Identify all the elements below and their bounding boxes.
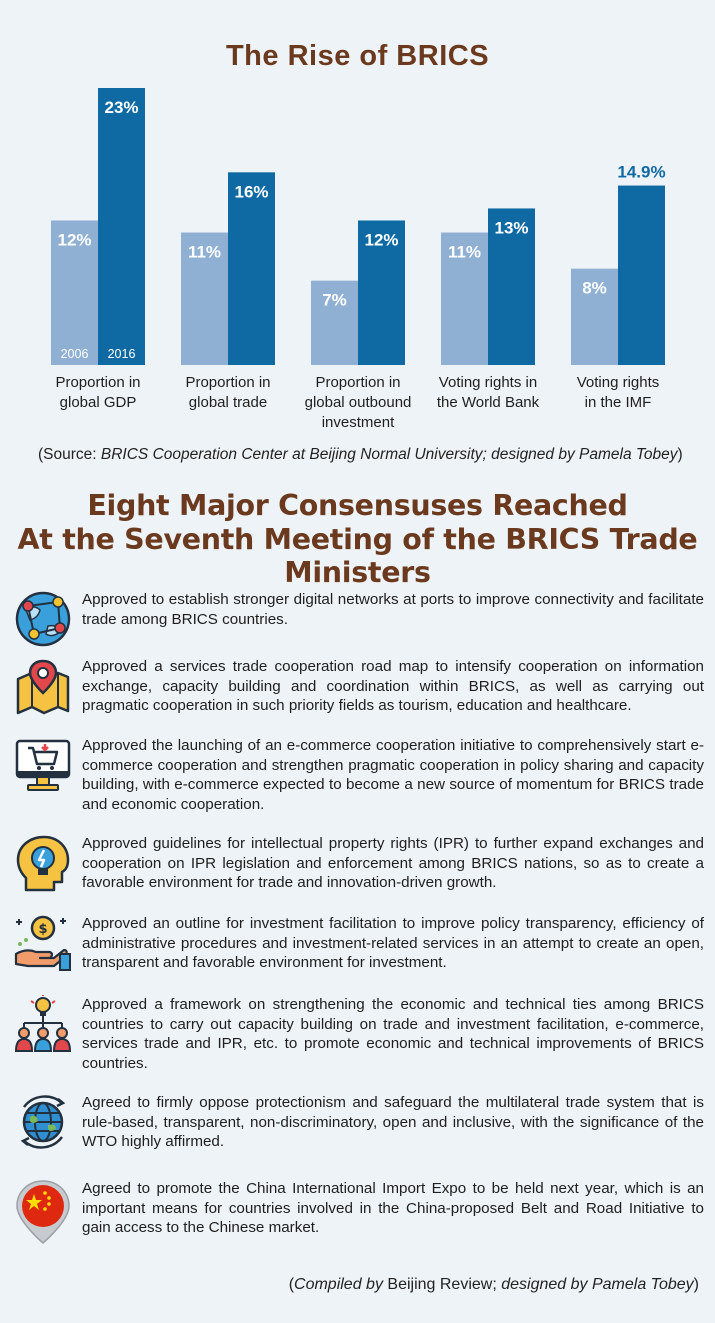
source-suffix: ) bbox=[677, 446, 683, 463]
source-text: BRICS Cooperation Center at Beijing Normal University; designed by Pamela Tobey bbox=[100, 446, 678, 463]
credit-close: ) bbox=[693, 1276, 699, 1293]
data-label-2016-4: 13% bbox=[494, 218, 529, 238]
category-label-1-1: Proportion in bbox=[55, 374, 141, 391]
map-pin-icon bbox=[14, 657, 72, 715]
category-label-3-3: investment bbox=[321, 414, 395, 431]
data-label-2016-2: 16% bbox=[234, 182, 269, 202]
category-label-3-1: Proportion in bbox=[315, 374, 401, 391]
globe-network-icon bbox=[14, 590, 72, 648]
legend-label-2016: 2016 bbox=[107, 347, 136, 361]
china-flag-pin-icon bbox=[14, 1179, 72, 1245]
consensus-text: Approved a services trade cooperation road map to intensify cooperation on information exchange, capacity building and coordination within BRICS, as well as carrying out pragmatic cooperation in such priority fields as tourism, education and healthcare. bbox=[82, 658, 704, 714]
credit-compiled-by: Compiled by bbox=[294, 1276, 383, 1293]
team-idea-icon bbox=[14, 995, 72, 1053]
consensus-text: Agreed to promote the China International Import Expo to be held next year, which is an important means for countries involved in the China-proposed Belt and Road Initiative to gain access to the Chinese market. bbox=[82, 1180, 704, 1236]
credit-designer: designed by Pamela Tobey bbox=[501, 1276, 694, 1293]
chart-title: The Rise of BRICS bbox=[225, 40, 490, 72]
category-label-2-1: Proportion in bbox=[185, 374, 271, 391]
source-prefix: (Source: bbox=[38, 446, 101, 463]
credit-open: ( bbox=[288, 1276, 295, 1293]
monitor-cart-icon bbox=[14, 736, 72, 794]
head-lightbulb-icon bbox=[14, 834, 72, 892]
consensus-text: Approved the launching of an e-commerce cooperation initiative to comprehensively start e-commerce cooperation and strengthen pragmatic cooperation in policy sharing and capacity building, with e-commerce expected to become a new source of momentum for BRICS trade and economic cooperation. bbox=[82, 737, 704, 813]
category-label-5-2: in the IMF bbox=[584, 394, 652, 411]
hand-coin-icon bbox=[14, 914, 72, 972]
category-label-2-2: global trade bbox=[188, 394, 268, 411]
section-title-line-2: At the Seventh Meeting of the BRICS Trade Ministers bbox=[17, 523, 698, 589]
consensus-text: Approved a framework on strengthening the economic and technical ties among BRICS countries to carry out capacity building on trade and investment facilitation, e-commerce, services trade and IPR, etc. to promote economic and technical improvements of BRICS countries. bbox=[82, 996, 704, 1072]
data-label-2006-3: 7% bbox=[322, 290, 347, 310]
bar-2016-1 bbox=[98, 88, 145, 365]
consensus-text: Agreed to firmly oppose protectionism and safeguard the multilateral trade system that is rule-based, transparent, non-discriminatory, open and inclusive, with the significance of the WTO highly affirmed. bbox=[82, 1094, 704, 1150]
credit-publisher: Beijing Review; bbox=[382, 1276, 502, 1293]
data-label-2016-5: 14.9% bbox=[617, 162, 666, 182]
category-label-5-1: Voting rights bbox=[576, 374, 660, 391]
consensus-text: Approved to establish stronger digital networks at ports to improve connectivity and facilitate trade among BRICS countries. bbox=[82, 591, 704, 628]
section-title-line-1: Eight Major Consensuses Reached bbox=[87, 489, 628, 522]
data-label-2006-1: 12% bbox=[57, 230, 92, 250]
data-label-2006-4: 11% bbox=[447, 242, 482, 262]
globe-arrows-icon bbox=[14, 1093, 72, 1151]
credit-line bbox=[289, 1276, 699, 1294]
data-label-2006-2: 11% bbox=[187, 242, 222, 262]
data-label-2006-5: 8% bbox=[582, 278, 607, 298]
category-label-4-1: Voting rights in bbox=[438, 374, 538, 391]
consensus-text: Approved guidelines for intellectual property rights (IPR) to further expand exchanges and cooperation on IPR legislation and enforcement among BRICS nations, so as to create a favorable environment for trade and innovation-driven growth. bbox=[82, 835, 704, 891]
chart-source bbox=[38, 446, 700, 464]
consensus-text: Approved an outline for investment facilitation to improve policy transparency, efficiency of administrative procedures and investment-related services in an attempt to create an open, transparent and favorable environment for investment. bbox=[82, 915, 704, 971]
bar-2016-5 bbox=[618, 186, 665, 365]
category-label-4-2: the World Bank bbox=[436, 394, 540, 411]
data-label-2016-1: 23% bbox=[104, 98, 139, 117]
data-label-2016-3: 12% bbox=[364, 230, 399, 250]
category-label-1-2: global GDP bbox=[59, 394, 137, 411]
category-label-3-2: global outbound bbox=[304, 394, 412, 411]
svg-text:$: $ bbox=[38, 922, 48, 937]
legend-label-2006: 2006 bbox=[60, 347, 89, 361]
brics-bar-chart bbox=[0, 80, 715, 440]
